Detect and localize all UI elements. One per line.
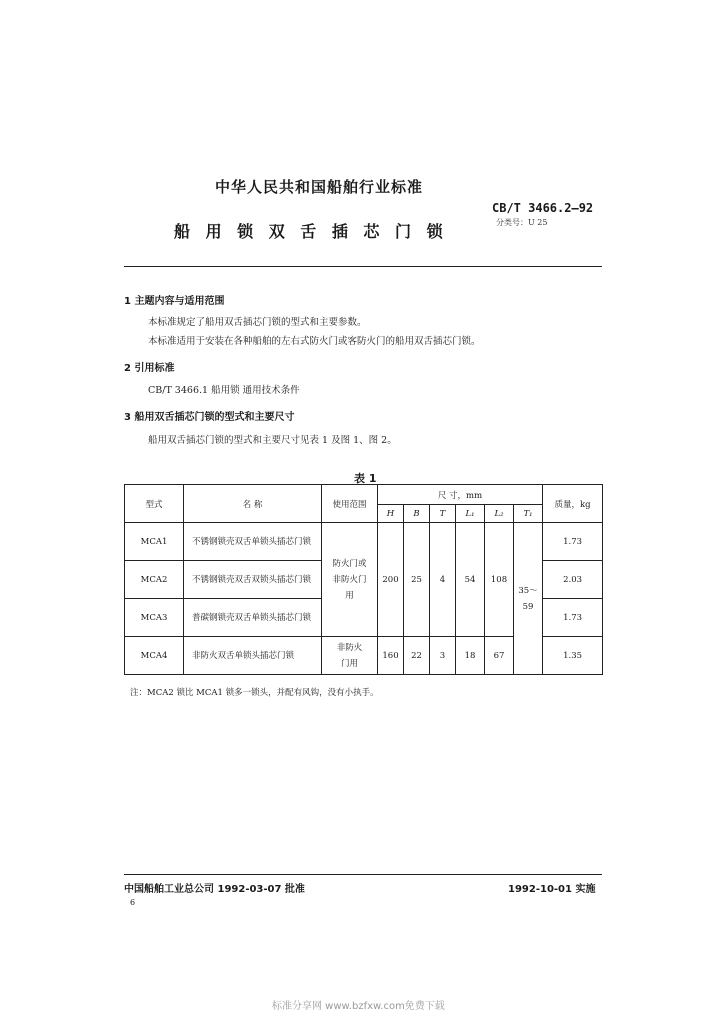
header-scope: 使用范围 [322,485,378,523]
cell-name: 不锈钢锁壳双舌单锁头插芯门锁 [184,523,322,561]
table-caption: 表 1 [354,472,377,485]
header-dim-t1: T₁ [514,505,543,523]
section-heading: 3 船用双舌插芯门锁的型式和主要尺寸 [124,412,295,423]
cell-dim-h: 200 [378,523,404,637]
cell-weight: 1.35 [543,637,603,675]
effective-date: 1992-10-01 实施 [508,884,596,895]
cell-scope: 防火门或非防火门用 [322,523,378,637]
cell-dim-h: 160 [378,637,404,675]
cell-model: MCA3 [125,599,184,637]
cell-dim-b: 25 [404,523,430,637]
header-dim-b: B [404,505,430,523]
cell-name: 不锈钢锁壳双舌双锁头插芯门锁 [184,561,322,599]
spec-table [124,484,603,675]
cell-model: MCA1 [125,523,184,561]
section-heading: 1 主题内容与适用范围 [124,296,225,307]
org-title: 中华人民共和国船舶行业标准 [215,178,424,196]
body-paragraph: 本标准适用于安装在各种船舶的左右式防火门或客防火门的船用双舌插芯门锁。 [148,336,481,347]
header-name: 名 称 [184,485,322,523]
cell-dim-b: 22 [404,637,430,675]
cell-scope: 非防火门用 [322,637,378,675]
cell-model: MCA4 [125,637,184,675]
cell-dim-t1: 35～59 [514,523,543,675]
cell-dim-l1: 18 [456,637,485,675]
standard-code: CB/T 3466.2—92 [492,201,594,215]
page-number: 6 [130,898,136,907]
cell-name: 普碳钢锁壳双舌单锁头插芯门锁 [184,599,322,637]
header-rule [124,266,602,267]
table-note: 注：MCA2 锁比 MCA1 锁多一锁头，并配有风钩，没有小执手。 [130,688,379,698]
cell-dim-l1: 54 [456,523,485,637]
cell-dim-t: 3 [430,637,456,675]
body-paragraph: CB/T 3466.1 船用锁 通用技术条件 [148,385,300,396]
cell-dim-l2: 67 [485,637,514,675]
cell-weight: 1.73 [543,523,603,561]
header-dim-l1: L₁ [456,505,485,523]
header-dimensions: 尺 寸，mm [378,485,543,505]
cell-weight: 1.73 [543,599,603,637]
watermark-text: 标准分享网 www.bzfxw.com免费下载 [272,1001,445,1012]
cell-name: 非防火双舌单锁头插芯门锁 [184,637,322,675]
classification-code: 分类号：U 25 [496,218,548,227]
cell-dim-t: 4 [430,523,456,637]
document-title: 船 用 锁 双 舌 插 芯 门 锁 [174,222,448,241]
header-dim-l2: L₂ [485,505,514,523]
header-weight: 质量，kg [543,485,603,523]
footer-rule [124,874,602,875]
section-heading: 2 引用标准 [124,363,175,374]
cell-dim-l2: 108 [485,523,514,637]
body-paragraph: 船用双舌插芯门锁的型式和主要尺寸见表 1 及图 1、图 2。 [148,435,397,446]
body-paragraph: 本标准规定了船用双舌插芯门锁的型式和主要参数。 [148,317,367,328]
header-dim-h: H [378,505,404,523]
header-model: 型式 [125,485,184,523]
cell-model: MCA2 [125,561,184,599]
header-dim-t: T [430,505,456,523]
approval-info: 中国船舶工业总公司 1992-03-07 批准 [124,884,305,895]
cell-weight: 2.03 [543,561,603,599]
